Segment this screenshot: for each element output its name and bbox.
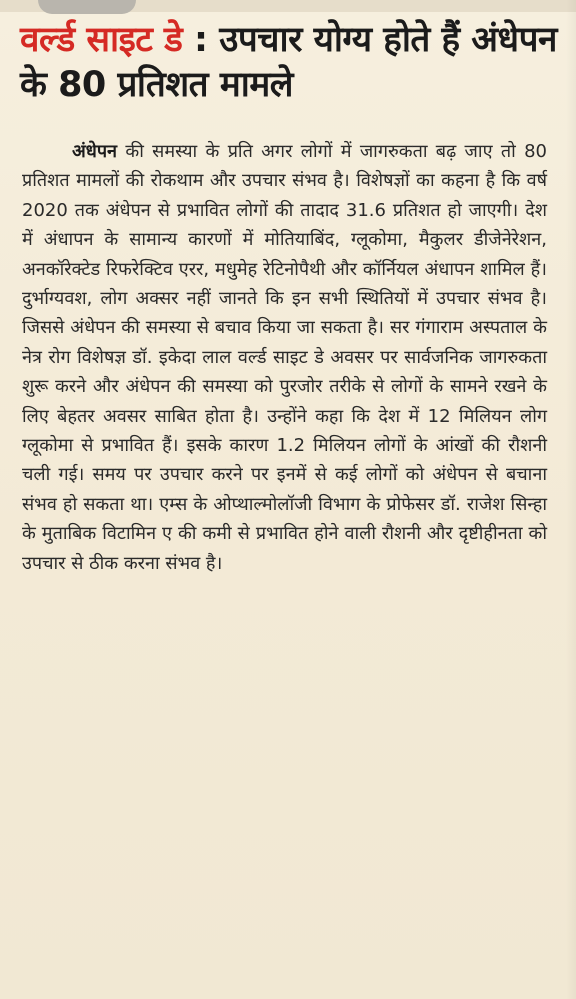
- headline-accent: वर्ल्ड साइट डे: [20, 20, 183, 60]
- headline-separator: :: [182, 20, 220, 60]
- page-shadow: [566, 0, 576, 999]
- article-lead-word: अंधेपन: [72, 141, 118, 162]
- article-body-text: की समस्या के प्रति अगर लोगों में जागरुकता बढ़ जाए तो 80 प्रतिशत मामलों की रोकथाम और उपचार संभव है। विशेषज्ञों का कहना है कि वर्ष 2020 तक अंधेपन से प्रभावित लोगों की तादाद 31.6 प्रतिशत हो जाएगी। देश में अंधापन के सामान्य कारणों में मोतियाबिंद, ग्लूकोमा, मैकुलर डीजेनेरेशन, अनकॉरेक्टेड रिफरेक्टिव एरर, मधुमेह रेटिनोपैथी और कॉर्नियल अंधापन शामिल हैं। दुर्भाग्यवश, लोग अक्सर नहीं जानते कि इन सभी स्थितियों में उपचार संभव है। जिससे अंधेपन की समस्या से बचाव किया जा सकता है। सर गंगाराम अस्पताल के नेत्र रोग विशेषज्ञ डॉ. इकेदा लाल वर्ल्ड साइट डे अवसर पर सार्वजनिक जागरुकता शुरू करने और अंधेपन की समस्या को पुरजोर तरीके से लोगों के सामने रखने के लिए बेहतर अवसर साबित होता है। उन्होंने कहा कि देश में 12 मिलियन लोग ग्लूकोमा से प्रभावित हैं। इसके कारण 1.2 मिलियन लोगों के आंखों की रौशनी चली गई। समय पर उपचार करने पर इनमें से कई लोगों को अंधेपन से बचाना संभव हो सकता था। एम्स के ओप्थाल्मोलॉजी विभाग के प्रोफेसर डॉ. राजेश सिन्हा के मुताबिक विटामिन ए की कमी से प्रभावित होने वाली रौशनी और दृष्टीहीनता को उपचार से ठीक करना संभव है।: [22, 141, 547, 574]
- headline-rest: उपचार योग्य होते हैं अंधेपन के 80 प्रतिशत मामले: [20, 20, 557, 105]
- decorative-tab: [38, 0, 136, 14]
- article-headline: [20, 18, 560, 108]
- article-body: [22, 137, 547, 578]
